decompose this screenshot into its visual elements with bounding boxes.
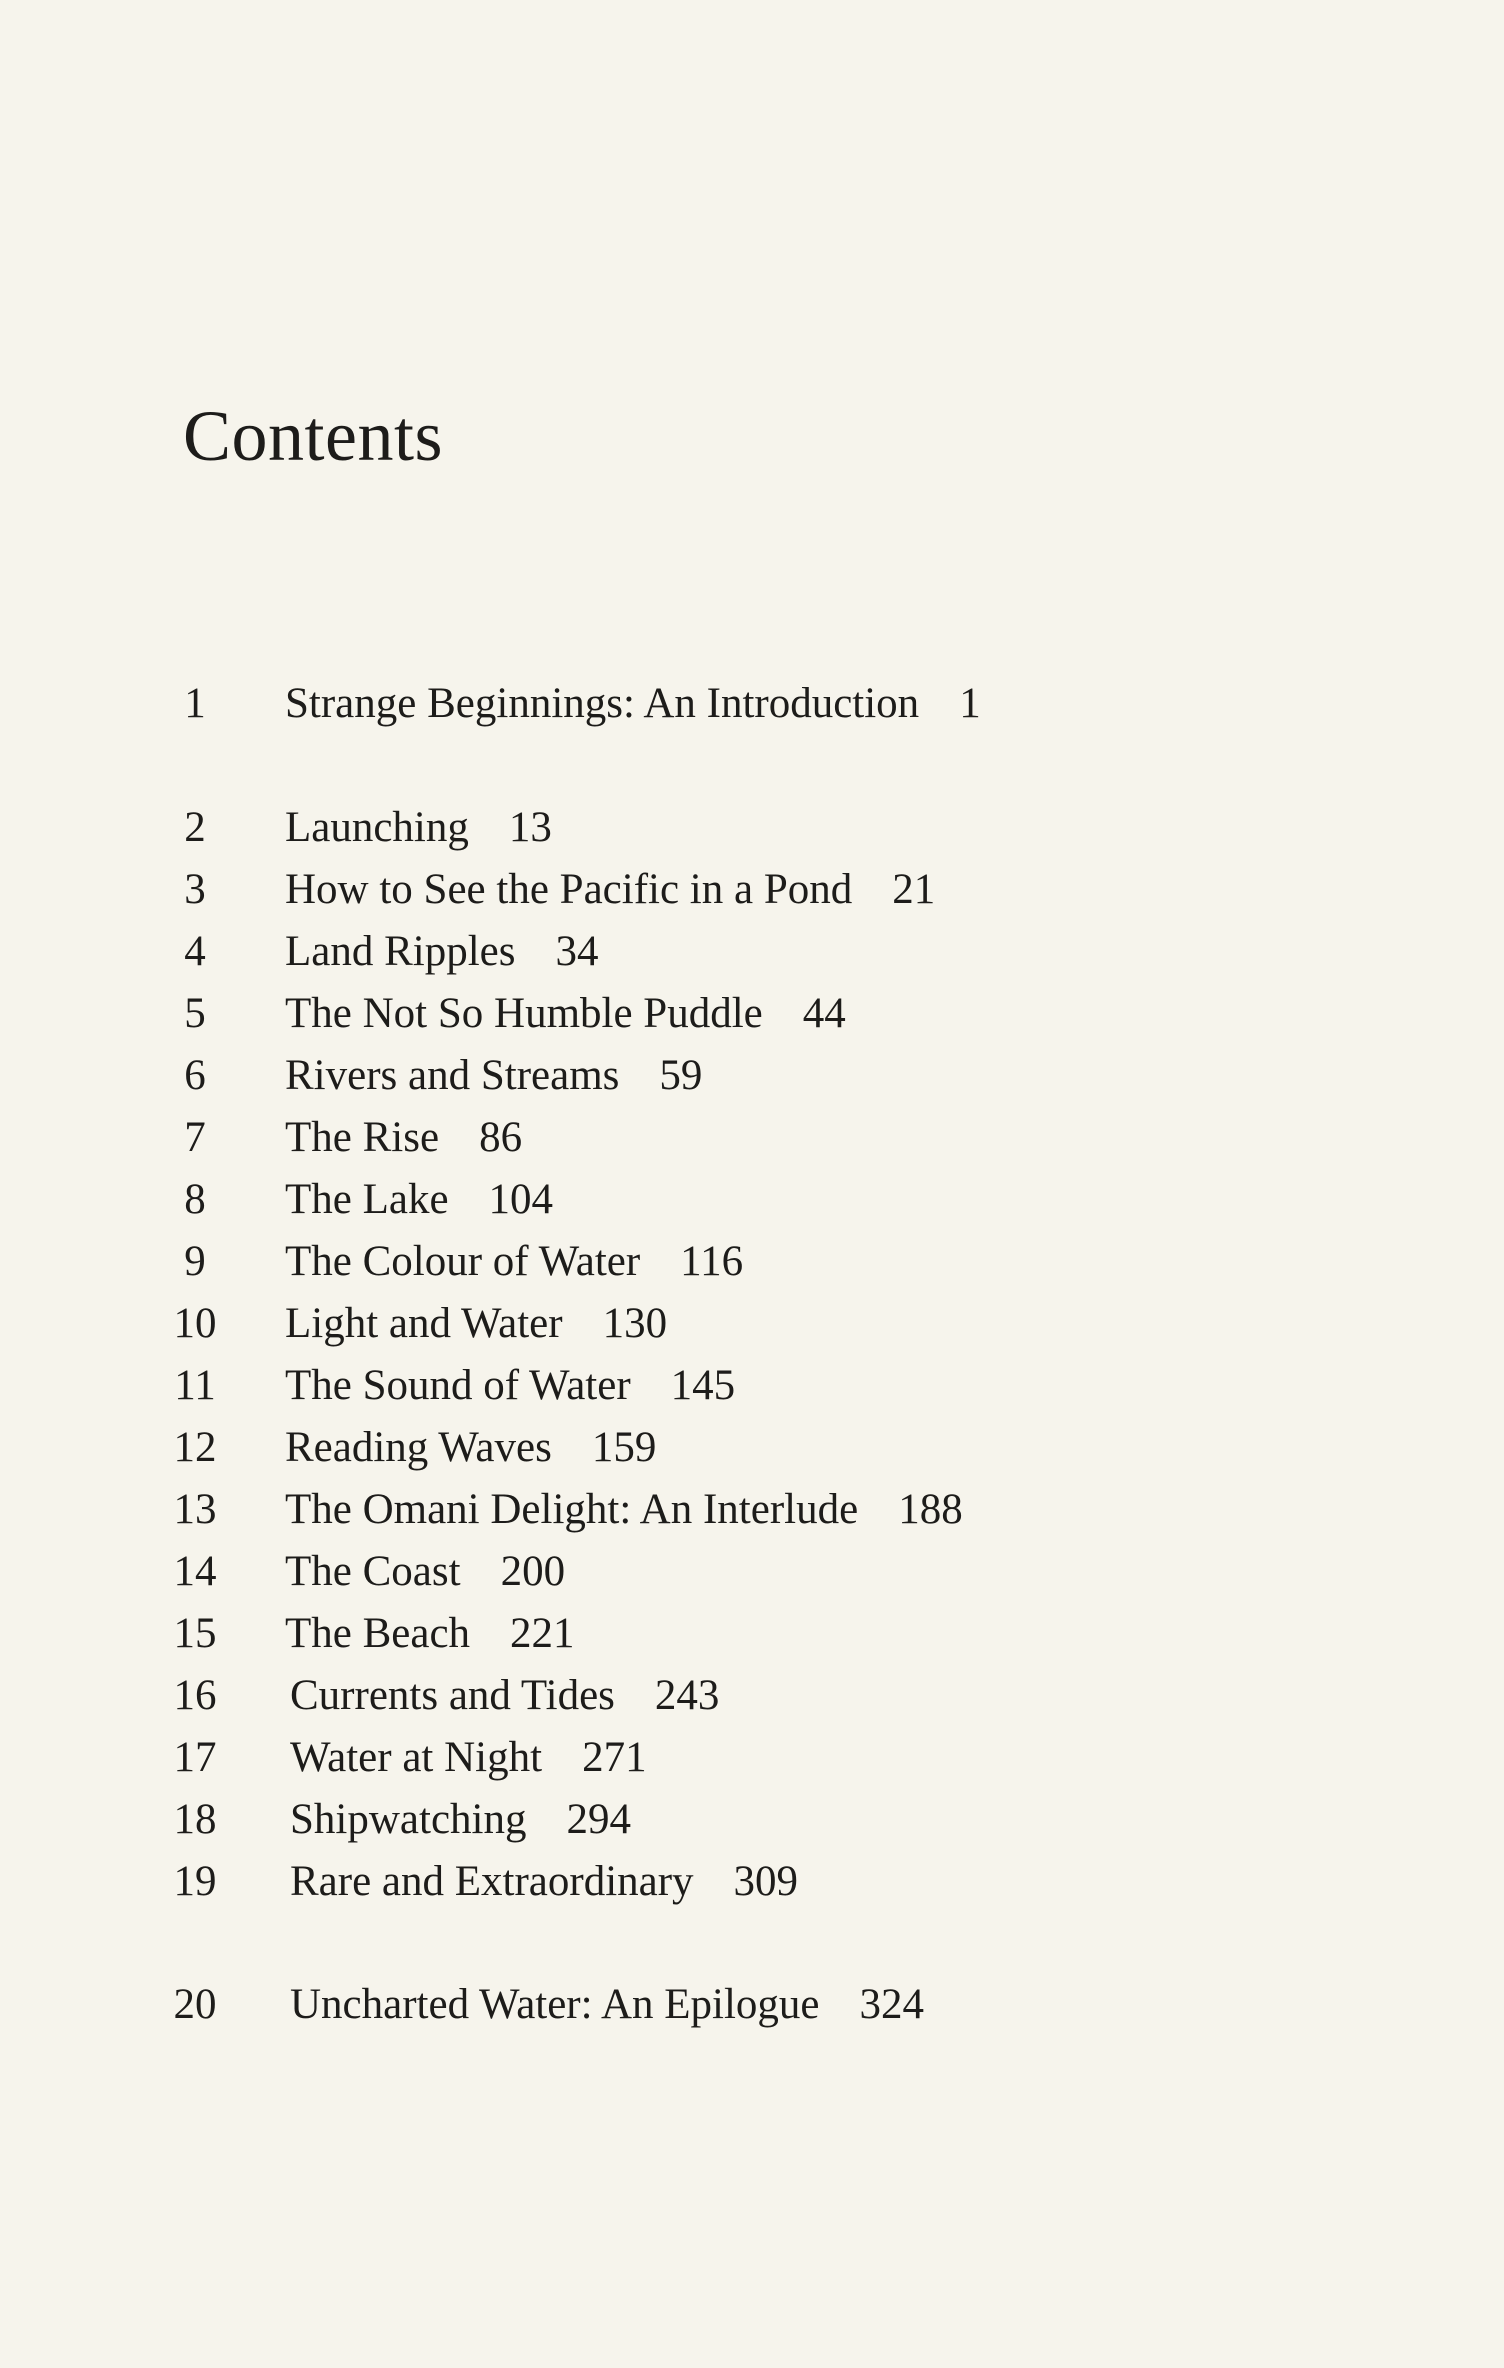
chapter-title-line [285,922,599,982]
chapter-title: Rivers and Streams [285,1052,620,1099]
chapter-number: 5 [184,990,206,1037]
chapter-title-line [285,798,552,858]
chapter-page-number: 44 [802,990,846,1037]
chapter-number: 7 [184,1114,206,1161]
chapter-page-number: 309 [733,1858,799,1905]
toc-entry [0,860,1504,920]
chapter-page-number: 34 [555,928,599,975]
chapter-title: Launching [285,804,469,851]
chapter-title: Strange Beginnings: An Introduction [285,680,920,727]
chapter-title: The Colour of Water [285,1238,641,1285]
chapter-number: 16 [173,1672,217,1719]
toc-entry [0,922,1504,982]
chapter-title: The Sound of Water [285,1362,631,1409]
chapter-title: Light and Water [285,1300,563,1347]
toc-entry [0,1418,1504,1478]
chapter-page-number: 145 [670,1362,736,1409]
chapter-title: The Coast [285,1548,461,1595]
chapter-number: 20 [173,1981,217,2028]
chapter-title-line [285,860,935,920]
chapter-number: 2 [184,804,206,851]
chapter-title-line [285,1356,735,1416]
toc-entry [0,1480,1504,1540]
chapter-title: The Omani Delight: An Interlude [285,1486,859,1533]
chapter-title-line [290,1728,647,1788]
toc-entry [0,1728,1504,1788]
chapter-title: The Rise [285,1114,440,1161]
toc-entry [0,1232,1504,1292]
chapter-number: 15 [173,1610,217,1657]
chapter-title-line [285,1046,702,1106]
chapter-title: Uncharted Water: An Epilogue [290,1981,820,2028]
chapter-title: Reading Waves [285,1424,552,1471]
toc-entry [0,1790,1504,1850]
chapter-title-line [285,1418,656,1478]
chapter-page-number: 159 [591,1424,657,1471]
chapter-title-line [285,1604,575,1664]
chapter-page-number: 221 [510,1610,575,1657]
chapter-number: 18 [173,1796,217,1843]
chapter-number: 11 [174,1362,216,1409]
chapter-number: 19 [173,1858,217,1905]
chapter-number: 14 [173,1548,217,1595]
chapter-title-line [290,1666,719,1726]
chapter-title: The Not So Humble Puddle [285,990,763,1037]
chapter-page-number: 324 [859,1981,925,2028]
chapter-title-line [285,1480,963,1540]
chapter-page-number: 200 [500,1548,566,1595]
chapter-title: Currents and Tides [290,1672,615,1719]
chapter-number: 4 [184,928,206,975]
chapter-page-number: 294 [566,1796,631,1843]
chapter-number: 12 [173,1424,217,1471]
chapter-number: 6 [184,1052,206,1099]
chapter-page-number: 130 [602,1300,668,1347]
chapter-title: The Lake [285,1176,449,1223]
chapter-title: The Beach [285,1610,471,1657]
chapter-title-line [285,1542,565,1602]
chapter-page-number: 59 [659,1052,703,1099]
chapter-page-number: 13 [508,804,552,851]
chapter-number: 3 [184,866,206,913]
toc-entry [0,1604,1504,1664]
chapter-title-line [285,1108,522,1168]
toc-entry [0,1170,1504,1230]
page-title: Contents [183,396,444,476]
chapter-title-line [285,984,846,1044]
chapter-title-line [285,1170,553,1230]
chapter-number: 10 [173,1300,217,1347]
chapter-page-number: 1 [959,680,981,727]
chapter-title: Land Ripples [285,928,516,975]
chapter-page-number: 243 [654,1672,720,1719]
toc-entry [0,1356,1504,1416]
chapter-title-line [285,674,981,734]
toc-entry [0,798,1504,858]
chapter-page-number: 271 [582,1734,647,1781]
toc-entry [0,1852,1504,1912]
chapter-title-line [285,1294,667,1354]
chapter-title-line [290,1790,631,1850]
chapter-title-line [285,1232,743,1292]
chapter-page-number: 86 [479,1114,523,1161]
chapter-number: 1 [184,680,206,727]
chapter-page-number: 188 [898,1486,963,1533]
chapter-title: Water at Night [290,1734,543,1781]
toc-entry [0,1666,1504,1726]
toc-entry [0,1046,1504,1106]
chapter-title: How to See the Pacific in a Pond [285,866,853,913]
toc-entry [0,674,1504,734]
chapter-page-number: 116 [680,1238,744,1285]
toc-entry [0,1542,1504,1602]
chapter-number: 9 [184,1238,206,1285]
chapter-title: Shipwatching [290,1796,527,1843]
toc-entry [0,1294,1504,1354]
toc-entry [0,1975,1504,2035]
toc-entry [0,984,1504,1044]
chapter-number: 13 [173,1486,217,1533]
chapter-page-number: 104 [488,1176,554,1223]
chapter-title-line [290,1975,924,2035]
chapter-title-line [290,1852,798,1912]
chapter-number: 17 [173,1734,217,1781]
chapter-number: 8 [184,1176,206,1223]
chapter-title: Rare and Extraordinary [290,1858,694,1905]
chapter-page-number: 21 [892,866,936,913]
toc-entry [0,1108,1504,1168]
